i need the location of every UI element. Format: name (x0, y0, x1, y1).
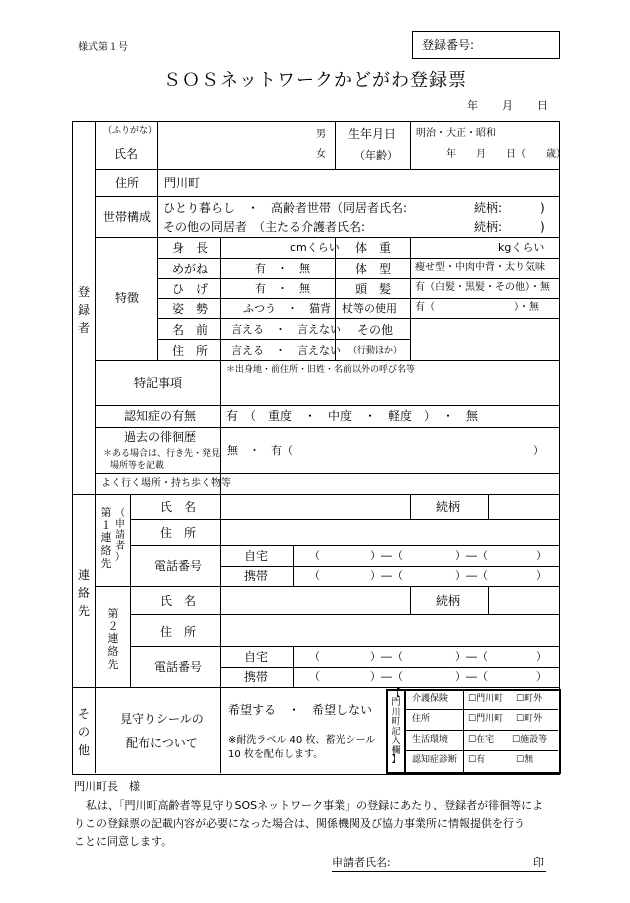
consent-line-1: 私は、「門川町高齢者等見守りSOSネットワーク事業」の登録にあたり、登録者が徘徊等によ (86, 799, 544, 812)
paren-close-1: ) (540, 201, 545, 215)
contact2-address-field[interactable] (221, 615, 558, 645)
seal-label-2: 配布について (126, 736, 198, 750)
height-field[interactable]: cmくらい (290, 241, 340, 254)
town-row-label: 生活環境 (412, 735, 449, 745)
section-label-contact: 連 絡 先 (77, 568, 90, 618)
seal-note-1: ※耐洗ラベル 40 枚、蓄光シール (228, 735, 376, 746)
build-options[interactable]: 痩せ型・中肉中背・太り気味 (415, 262, 545, 273)
dementia-options[interactable]: 有 （ 重度 ・ 中度 ・ 軽度 ） ・ 無 (226, 409, 479, 423)
cane-label: 杖等の使用 (342, 302, 397, 315)
consent-line-2: りこの登録票の記載内容が必要になった場合は、関係機関及び協力事業所に情報提供を行う (74, 817, 525, 830)
town-checkbox[interactable]: ☐門川町 (468, 694, 504, 704)
paren-close-2: ) (540, 220, 545, 234)
contact2-home-label: 自宅 (244, 650, 269, 664)
contact1-phone-label: 電話番号 (154, 559, 203, 573)
contact1-home-label: 自宅 (244, 549, 269, 563)
applicant-signature-field[interactable] (332, 856, 546, 872)
glasses-label: めがね (172, 262, 209, 276)
contact2-address-label: 住 所 (160, 625, 197, 639)
era-options[interactable]: 明治・大正・昭和 (416, 128, 496, 139)
household-line2[interactable]: その他の同居者 （主たる介護者氏名: (163, 220, 366, 234)
wandering-options-end: ） (533, 444, 544, 457)
name-label: 氏名 (114, 147, 139, 161)
contact1-name-field[interactable] (221, 495, 409, 518)
applicant-mark: （ 申 請 者 ） (115, 508, 125, 563)
town-row-label: 認知症診断 (412, 755, 458, 765)
sex-female[interactable]: 女 (316, 149, 326, 160)
birth-date-field[interactable]: 年 月 日（ 歳） (446, 149, 566, 160)
furigana-label: （ふりがな） (103, 126, 158, 136)
consent-line-3: ことに同意します。 (74, 835, 173, 848)
town-row-label: 住所 (412, 714, 431, 724)
wandering-hint-2: 場所等を記載 (110, 461, 165, 471)
features-label: 特徴 (115, 291, 140, 305)
registration-number-label: 登録番号: (422, 38, 475, 52)
weight-field[interactable]: kgくらい (498, 241, 545, 254)
contact2-name-label: 氏 名 (160, 594, 197, 608)
glasses-options[interactable]: 有 ・ 無 (255, 262, 310, 275)
contact1-mobile-label: 携帯 (244, 569, 269, 583)
beard-options[interactable]: 有 ・ 無 (255, 282, 310, 295)
relation-label-1: 続柄: (474, 201, 503, 215)
town-checkbox[interactable]: ☐無 (516, 755, 534, 765)
hair-options[interactable]: 有（白髪・黒髪・その他）・無 (415, 282, 550, 293)
dementia-label: 認知症の有無 (124, 409, 197, 423)
contact2-relation-field[interactable] (489, 587, 558, 613)
sex-male[interactable]: 男 (316, 129, 326, 140)
seal-note-2: 10 枚を配布します。 (228, 749, 324, 760)
relation-label-2: 続柄: (474, 220, 503, 234)
town-checkbox[interactable]: ☐施設等 (512, 735, 548, 745)
places-label: よく行く場所・持ち歩く物等 (101, 478, 231, 489)
seal-options[interactable]: 希望する ・ 希望しない (228, 703, 373, 717)
address-label: 住所 (115, 176, 140, 190)
name-field[interactable] (158, 122, 318, 168)
contact1-relation-field[interactable] (489, 495, 558, 518)
addressee: 門川町長 様 (74, 780, 140, 793)
contact1-label: 第 １ 連 絡 先 (100, 506, 112, 570)
contact2-relation-label: 続柄 (436, 594, 461, 608)
hair-label: 頭 髪 (355, 282, 392, 296)
say-address-label: 住 所 (172, 344, 209, 358)
contact2-label: 第 ２ 連 絡 先 (107, 607, 119, 671)
town-checkbox[interactable]: ☐門川町 (468, 714, 504, 724)
town-checkbox[interactable]: ☐町外 (516, 694, 543, 704)
behavior-label: （行動ほか） (348, 346, 403, 356)
cane-options[interactable]: 有（ (415, 302, 435, 313)
town-use-label: 【 門 川 町 記 入 欄 】 (391, 689, 401, 766)
wandering-label: 過去の徘徊歴 (124, 430, 197, 444)
date-day-label[interactable]: 日 (537, 99, 548, 112)
other-field[interactable] (411, 319, 558, 359)
wandering-options[interactable]: 無 ・ 有（ (227, 444, 293, 457)
beard-label: ひ げ (172, 282, 209, 296)
household-label: 世帯構成 (103, 210, 152, 224)
build-label: 体 型 (355, 262, 392, 276)
posture-label: 姿 勢 (172, 302, 209, 316)
birth-label: 生年月日 (348, 127, 397, 141)
contact1-name-label: 氏 名 (160, 500, 197, 514)
date-year-label[interactable]: 年 (467, 99, 478, 112)
date-month-label[interactable]: 月 (502, 99, 513, 112)
wandering-hint-1: ＊ある場合は、行き先・発見 (103, 449, 221, 459)
address-value[interactable]: 門川町 (164, 176, 201, 190)
seal-mark: 印 (533, 856, 544, 869)
section-label-registrant: 登 録 者 (77, 285, 90, 335)
age-label: （年齢） (354, 149, 398, 162)
places-field[interactable] (221, 474, 558, 493)
town-checkbox[interactable]: ☐在宅 (468, 735, 495, 745)
height-label: 身 長 (172, 241, 209, 255)
section-column-line (95, 121, 96, 773)
say-address-options[interactable]: 言える ・ 言えない (231, 344, 341, 357)
town-checkbox[interactable]: ☐有 (468, 755, 486, 765)
contact1-relation-label: 続柄 (436, 500, 461, 514)
town-checkbox[interactable]: ☐町外 (516, 714, 543, 724)
contact2-mobile-label: 携帯 (244, 670, 269, 684)
household-line1[interactable]: ひとり暮らし ・ 高齢者世帯（同居者氏名: (163, 201, 408, 215)
applicant-name-label: 申請者氏名: (332, 856, 391, 869)
other-label: その他 (357, 323, 394, 337)
say-name-label: 名 前 (172, 323, 209, 337)
contact2-phone-label: 電話番号 (154, 660, 203, 674)
weight-label: 体 重 (355, 241, 392, 255)
posture-options[interactable]: ふつう ・ 猫背 (243, 302, 331, 315)
cane-options-end[interactable]: ）・無 (514, 302, 539, 313)
form-number: 様式第１号 (78, 42, 128, 53)
special-notes-hint: ＊出身地・前住所・旧姓・名前以外の呼び名等 (226, 365, 416, 375)
special-notes-label: 特記事項 (134, 376, 183, 390)
section-label-other: そ の 他 (77, 707, 90, 757)
town-row-label: 介護保険 (412, 694, 449, 704)
registration-number-box[interactable] (412, 31, 560, 59)
contact2-name-field[interactable] (221, 587, 409, 613)
page-title: ＳＯＳネットワークかどがわ登録票 (163, 70, 467, 91)
seal-label-1: 見守りシールの (120, 712, 204, 726)
contact1-address-field[interactable] (221, 520, 558, 544)
say-name-options[interactable]: 言える ・ 言えない (231, 323, 341, 336)
contact1-address-label: 住 所 (160, 526, 197, 540)
divider-contact-other (72, 687, 559, 688)
